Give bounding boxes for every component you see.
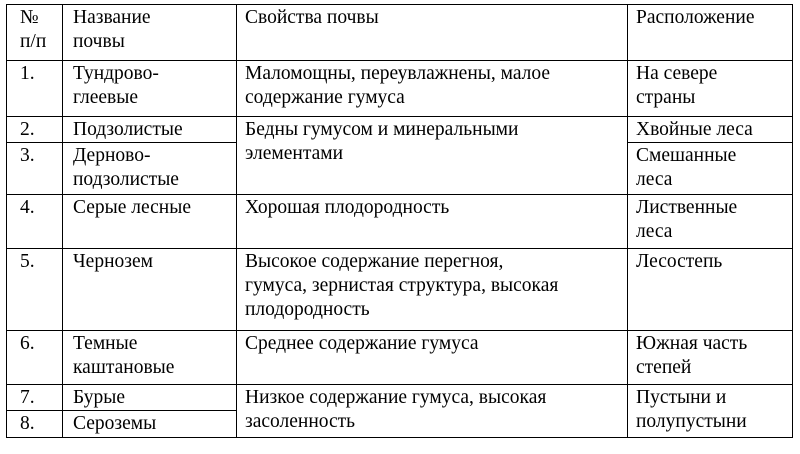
- header-number: № п/п: [7, 5, 63, 61]
- row-number: 8.: [7, 411, 63, 438]
- soil-properties: Среднее содержание гумуса: [237, 331, 628, 385]
- table-row: [7, 385, 793, 411]
- row-number: 3.: [7, 143, 63, 195]
- soil-location: Пустыни и полупустыни: [628, 385, 793, 438]
- soil-location: Южная часть степей: [628, 331, 793, 385]
- table-row: [7, 117, 793, 143]
- table-row: [7, 249, 793, 331]
- soil-name: Подзолистые: [63, 117, 237, 143]
- soil-name: Чернозем: [63, 249, 237, 331]
- soil-name: Сероземы: [63, 411, 237, 438]
- soil-location: Лесостепь: [628, 249, 793, 331]
- soil-location: Лиственные леса: [628, 195, 793, 249]
- row-number: 7.: [7, 385, 63, 411]
- soil-name: Серые лесные: [63, 195, 237, 249]
- soil-name: Тундрово- глеевые: [63, 61, 237, 117]
- soil-name: Бурые: [63, 385, 237, 411]
- table-row: [7, 195, 793, 249]
- soil-location: На севере страны: [628, 61, 793, 117]
- soil-location: Хвойные леса: [628, 117, 793, 143]
- header-soil-name: Название почвы: [63, 5, 237, 61]
- soil-properties: Маломощны, переувлажнены, малое содержание гумуса: [237, 61, 628, 117]
- table-row: [7, 331, 793, 385]
- header-location: Расположение: [628, 5, 793, 61]
- soil-name: Темные каштановые: [63, 331, 237, 385]
- table-row: [7, 61, 793, 117]
- row-number: 1.: [7, 61, 63, 117]
- soil-location: Смешанные леса: [628, 143, 793, 195]
- row-number: 5.: [7, 249, 63, 331]
- row-number: 2.: [7, 117, 63, 143]
- soil-properties: Низкое содержание гумуса, высокая засоленность: [237, 385, 628, 438]
- row-number: 4.: [7, 195, 63, 249]
- soil-properties: Бедны гумусом и минеральными элементами: [237, 117, 628, 195]
- soil-name: Дерново- подзолистые: [63, 143, 237, 195]
- table-header-row: [7, 5, 793, 61]
- soil-properties: Высокое содержание перегноя, гумуса, зернистая структура, высокая плодородность: [237, 249, 628, 331]
- row-number: 6.: [7, 331, 63, 385]
- soil-properties: Хорошая плодородность: [237, 195, 628, 249]
- header-soil-properties: Свойства почвы: [237, 5, 628, 61]
- soil-types-table: [6, 4, 793, 438]
